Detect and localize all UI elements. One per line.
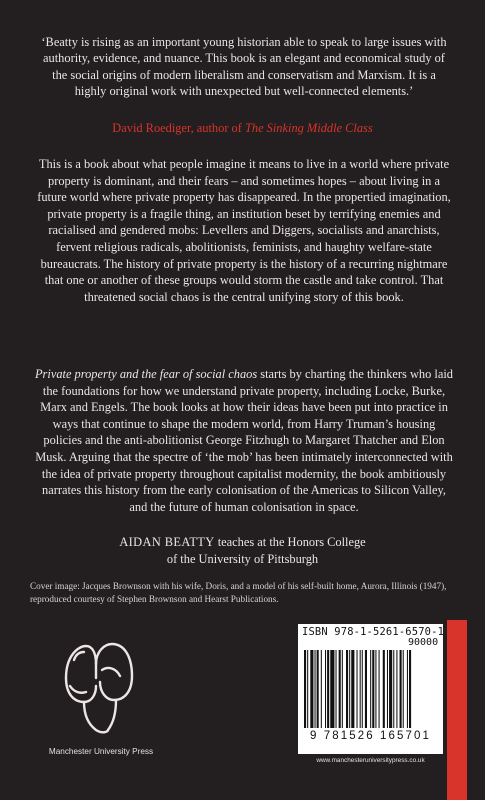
barcode-bar <box>307 650 308 728</box>
barcode-bar <box>327 650 329 728</box>
barcode-bar <box>360 650 361 728</box>
author-bio <box>0 534 485 568</box>
blurb-paragraph-1: This is a book about what people imagine it means to live in a world where private property is dominant, and their fears – and sometimes hopes – about living in a future world where private property has disappeared. In the propertied imagination, private property is a fragile thing, an institution beset by terrifying enemies and racialised and gendered mobs: Levellers and Diggers, socialists and anarchists, fervent religious radicals, abolitionists, feminists, and haughty welfare-state bureaucrats. The history of private property is the history of a recurring nightmare that one or another of these groups would storm the castle and take control. That threatened social chaos is the central unifying story of this book. <box>37 157 451 304</box>
barcode-bar <box>379 650 380 728</box>
barcode-bar <box>407 650 408 728</box>
publisher-url: www.manchesteruniversitypress.co.uk <box>316 757 425 764</box>
barcode-bar <box>357 650 358 728</box>
barcode-bar <box>403 650 404 728</box>
barcode-bar <box>383 650 385 728</box>
barcode-bar <box>310 650 313 728</box>
barcode-bar <box>400 650 402 728</box>
attribution-name: David Roediger, author of <box>112 121 242 135</box>
mup-monogram-logo <box>58 630 140 740</box>
red-accent-stripe <box>447 620 467 800</box>
barcode-bar <box>330 650 334 728</box>
author-bio-line-2: of the University of Pittsburgh <box>166 552 319 566</box>
barcode-bar <box>365 650 367 728</box>
barcode-bar <box>372 650 374 728</box>
barcode-bar <box>304 650 306 728</box>
isbn-barcode-panel <box>298 624 443 754</box>
author-bio-line-1: teaches at the Honors College <box>214 535 366 549</box>
barcode-bar <box>325 650 326 728</box>
barcode-bar <box>315 650 316 728</box>
barcode-bar <box>321 650 322 728</box>
cover-image-credit: Cover image: Jacques Brownson with his wife, Doris, and a model of his self-built home, Aurora, Illinois (1947), reproduced courtesy of Stephen Brownson and Hearst Publications. <box>30 581 447 604</box>
barcode-bar <box>370 650 371 728</box>
quote-attribution <box>0 121 485 136</box>
ean13-barcode-icon <box>304 650 438 728</box>
barcode-bar <box>362 650 363 728</box>
barcode-bar <box>317 650 319 728</box>
endorsement-quote: ‘Beatty is rising as an important young historian able to speak to large issues with authority, evidence, and nuance. This book is an elegant and economical study of the social origins of modern liberalism and conservatism and Marxism. It is a highly original work with unexpected but well-connected elements.’ <box>41 35 447 99</box>
barcode-bar <box>393 650 394 728</box>
barcode-bar <box>351 650 354 728</box>
attribution-book-title: The Sinking Middle Class <box>244 121 373 135</box>
barcode-bar <box>349 650 350 728</box>
barcode-bar <box>387 650 388 728</box>
barcode-bar <box>339 650 341 728</box>
book-title-italic: Private property and the fear of social chaos <box>34 367 258 381</box>
isbn-number: ISBN 978-1-5261-6570-1 <box>302 626 445 638</box>
blurb-paragraph-2 <box>34 366 454 515</box>
author-name: AIDAN BEATTY <box>119 535 215 549</box>
barcode-bar <box>409 650 411 728</box>
barcode-bar <box>342 650 343 728</box>
blurb-paragraph-2-text: starts by charting the thinkers who laid the foundations for how we understand private property, including Locke, Burke, Marx and Engels. The book looks at how their ideas have been put into practice in ways that continue to shape the modern world, from Harry Truman’s housing policies and the anti-abolitionist George Fitzhugh to Margaret Thatcher and Elon Musk. Arguing that the spectre of ‘the mob’ has been intimately interconnected with the idea of private property throughout capitalist modernity, the book ambitiously narrates this history from the early colonisation of the Americas to Silicon Valley, and the future of human colonisation in space. <box>35 367 453 514</box>
barcode-bar <box>336 650 337 728</box>
barcode-bar <box>396 650 397 728</box>
publisher-name: Manchester University Press <box>48 747 154 756</box>
price-code: 90000 <box>408 637 439 648</box>
barcode-bar <box>346 650 348 728</box>
ean-digits: 9 781526 165701 <box>309 730 432 742</box>
barcode-bar <box>375 650 376 728</box>
barcode-bar <box>389 650 392 728</box>
